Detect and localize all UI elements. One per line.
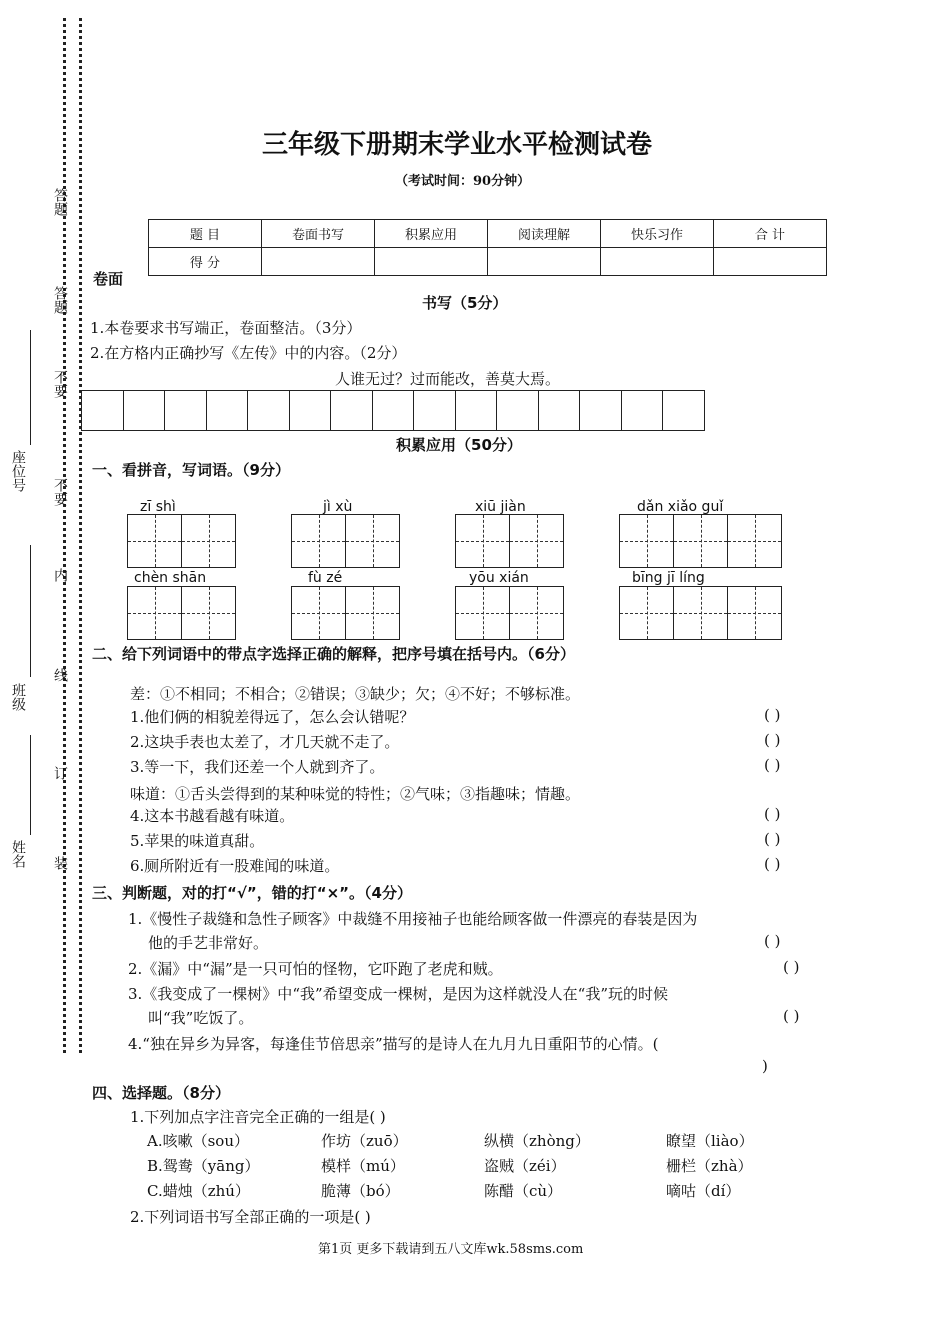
- option-a: 纵横（zhòng）: [484, 1132, 590, 1150]
- pinyin-2: jì xù: [323, 499, 353, 515]
- answer-paren[interactable]: ( ): [764, 830, 781, 848]
- score-header-cell: 卷面书写: [262, 220, 375, 248]
- margin-warning-1: 答题: [52, 188, 68, 216]
- score-cell[interactable]: [375, 248, 488, 276]
- answer-paren[interactable]: ( ): [783, 958, 800, 976]
- writing-item-2: 2.在方格内正确抄写《左传》中的内容。（2分）: [90, 344, 407, 362]
- answer-paren[interactable]: ( ): [764, 805, 781, 823]
- margin-warning-4: 线: [52, 668, 68, 682]
- pinyin-8: bīng jī líng: [632, 570, 705, 586]
- q3-heading: 三、判断题，对的打“√”，错的打“×”。（4分）: [92, 884, 412, 902]
- copy-grid[interactable]: [82, 390, 705, 431]
- q2-item: 3.等一下，我们还差一个人就到齐了。: [130, 758, 385, 776]
- q2-item: 2.这块手表也太差了，才几天就不走了。: [130, 733, 400, 751]
- score-header-cell: 阅读理解: [488, 220, 601, 248]
- q3-item-4: 4.“独在异乡为异客，每逢佳节倍思亲”描写的是诗人在九月九日重阳节的心情。(: [128, 1035, 659, 1053]
- q3-item-1: 1.《慢性子裁缝和急性子顾客》中裁缝不用接袖子也能给顾客做一件漂亮的春装是因为: [128, 910, 698, 928]
- pinyin-4: dǎn xiǎo guǐ: [637, 499, 724, 515]
- margin-warning-2b: 不要: [52, 478, 68, 506]
- margin-warning-2: 不要: [52, 370, 68, 398]
- option-c: 脆薄（bó）: [321, 1182, 400, 1200]
- copy-quote: 人谁无过？过而能改，善莫大焉。: [335, 370, 561, 388]
- q1-heading: 一、看拼音，写词语。（9分）: [92, 461, 290, 479]
- q3-item-2: 2.《漏》中“漏”是一只可怕的怪物，它吓跑了老虎和贼。: [128, 960, 503, 978]
- q3-item-3: 3.《我变成了一棵树》中“我”希望变成一棵树，是因为这样就没人在“我”玩的时候: [128, 985, 668, 1003]
- tianzige-box[interactable]: [456, 586, 566, 640]
- class-field[interactable]: [30, 545, 31, 677]
- score-header-cell: 合 计: [714, 220, 827, 248]
- q2-item: 6.厕所附近有一股难闻的味道。: [130, 857, 340, 875]
- pinyin-7: yōu xián: [469, 570, 529, 586]
- score-table: [148, 219, 827, 276]
- option-a: 瞭望（liào）: [666, 1132, 754, 1150]
- q3-item-3-cont: 叫“我”吃饭了。: [148, 1009, 254, 1027]
- page-footer: 第1页 更多下载请到五八文库wk.58sms.com: [318, 1242, 584, 1257]
- name-field[interactable]: [30, 735, 31, 835]
- score-cell[interactable]: [601, 248, 714, 276]
- class-label: 班级: [10, 683, 26, 711]
- option-a: 作坊（zuō）: [321, 1132, 408, 1150]
- tianzige-box[interactable]: [620, 586, 785, 640]
- option-c: C.蜡烛（zhú）: [147, 1182, 250, 1200]
- answer-paren[interactable]: ( ): [764, 706, 781, 724]
- answer-paren[interactable]: ( ): [764, 855, 781, 873]
- answer-paren[interactable]: ( ): [764, 731, 781, 749]
- answer-paren[interactable]: ( ): [764, 756, 781, 774]
- q3-item-4-close[interactable]: ): [762, 1057, 768, 1075]
- option-b: 盗贼（zéi）: [484, 1157, 566, 1175]
- score-cell[interactable]: [714, 248, 827, 276]
- pinyin-1: zī shì: [140, 499, 176, 515]
- pinyin-5: chèn shān: [134, 570, 207, 586]
- pinyin-6: fù zé: [308, 570, 343, 586]
- pinyin-3: xiū jiàn: [475, 499, 526, 515]
- option-b: 栅栏（zhà）: [666, 1157, 753, 1175]
- q2-definition-2: 味道：①舌头尝得到的某种味觉的特性；②气味；③指趣味；情趣。: [130, 785, 581, 803]
- page-title: 三年级下册期末学业水平检测试卷: [262, 130, 653, 160]
- q2-heading: 二、给下列词语中的带点字选择正确的解释，把序号填在括号内。（6分）: [92, 645, 575, 663]
- tianzige-box[interactable]: [456, 514, 566, 568]
- score-header-cell: 积累应用: [375, 220, 488, 248]
- q2-definition-1: 差：①不相同；不相合；②错误；③缺少；欠；④不好；不够标准。: [130, 685, 581, 703]
- score-header-cell: 快乐习作: [601, 220, 714, 248]
- q2-item: 4.这本书越看越有味道。: [130, 807, 295, 825]
- score-header-cell: 题 目: [149, 220, 262, 248]
- seat-number-label: 座位号: [10, 450, 26, 492]
- score-cell[interactable]: [262, 248, 375, 276]
- name-label: 姓名: [10, 840, 26, 868]
- binding-dotted-line-outer: [63, 18, 66, 1053]
- margin-warning-1b: 答题: [52, 286, 68, 314]
- tianzige-box[interactable]: [292, 586, 402, 640]
- margin-warning-3: 内: [52, 568, 68, 582]
- option-c: 嘀咕（dí）: [666, 1182, 741, 1200]
- answer-paren[interactable]: ( ): [764, 932, 781, 950]
- q4-heading: 四、选择题。（8分）: [92, 1084, 230, 1102]
- binding-dotted-line-inner: [79, 18, 82, 1053]
- q2-item: 5.苹果的味道真甜。: [130, 832, 265, 850]
- writing-item-1: 1.本卷要求书写端正，卷面整洁。（3分）: [90, 319, 362, 337]
- margin-warning-5: 订: [52, 766, 68, 780]
- tianzige-box[interactable]: [620, 514, 785, 568]
- score-row-label: 得 分: [149, 248, 262, 276]
- score-cell[interactable]: [488, 248, 601, 276]
- q4-subquestion-2: 2.下列词语书写全部正确的一项是( ): [130, 1208, 371, 1226]
- option-b: 模样（mú）: [321, 1157, 405, 1175]
- tianzige-box[interactable]: [292, 514, 402, 568]
- tianzige-box[interactable]: [128, 586, 238, 640]
- option-c: 陈醋（cù）: [484, 1182, 563, 1200]
- margin-warning-6: 装: [52, 856, 68, 870]
- exam-duration: （考试时间：90分钟）: [395, 174, 531, 189]
- seat-number-field[interactable]: [30, 330, 31, 445]
- q3-item-1-cont: 他的手艺非常好。: [148, 934, 269, 952]
- answer-paren[interactable]: ( ): [783, 1007, 800, 1025]
- option-b: B.鸳鸯（yāng）: [147, 1157, 260, 1175]
- q4-subquestion-1: 1.下列加点字注音完全正确的一组是( ): [130, 1108, 386, 1126]
- tianzige-box[interactable]: [128, 514, 238, 568]
- q2-item: 1.他们俩的相貌差得远了，怎么会认错呢？: [130, 708, 415, 726]
- writing-heading: 书写（5分）: [422, 294, 508, 312]
- accumulation-heading: 积累应用（50分）: [396, 436, 522, 454]
- writing-label: 卷面: [93, 270, 124, 288]
- option-a: A.咳嗽（sou）: [147, 1132, 249, 1150]
